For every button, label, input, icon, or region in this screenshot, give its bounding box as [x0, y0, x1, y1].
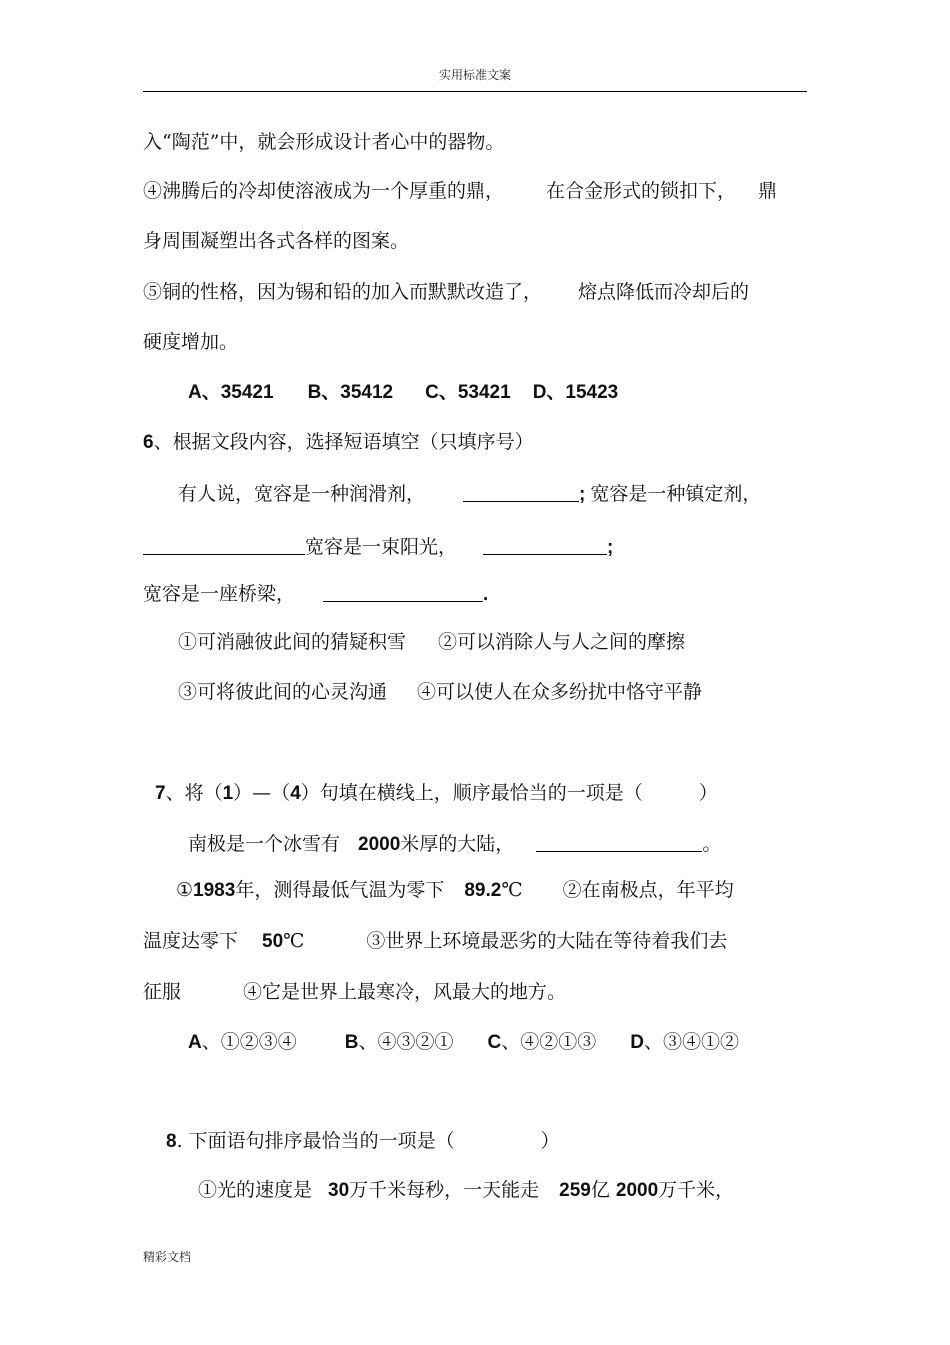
q7-sentence-b: 米厚的大陆， [400, 833, 515, 855]
q7-item1-unit: ℃ [501, 879, 523, 901]
q5-item5-a: ⑤铜的性格，因为锡和铅的加入而默默改造了， [143, 281, 543, 303]
q8-l1-n3: 2000 [615, 1180, 659, 1201]
q6-line1 [178, 483, 761, 504]
q7-item3-cont: 征服 [143, 981, 182, 1003]
q7-t3: ）句填在横线上，顺序最恰当的一项是（ [300, 782, 643, 804]
q6-line2 [143, 536, 613, 557]
q7-option-c-letter: C [487, 1032, 502, 1053]
q7-item4: ④它是世界上最寒冷，风最大的地方。 [243, 981, 567, 1003]
q7-item2-cont: 温度达零下 [143, 930, 239, 952]
header-rule [143, 91, 807, 92]
q8-l1-a: ①光的速度是 [198, 1179, 313, 1201]
q8-l1-n1: 30 [328, 1180, 350, 1201]
q6-option-3: ③可将彼此间的心灵沟通 [178, 681, 388, 703]
q6-option-4: ④可以使人在众多纷扰中恪守平静 [417, 681, 703, 703]
q7-option-d-letter: D [630, 1032, 644, 1053]
q7-t1: 、将（ [165, 782, 223, 804]
q6-title-text: 、根据文段内容，选择短语填空（只填序号） [153, 431, 534, 453]
q7-option-d: 、③④①② [643, 1031, 739, 1053]
q5-item4-b: 在合金形式的锁扣下， [546, 180, 737, 202]
q7-option-c: 、④②①③ [501, 1031, 597, 1053]
q5-option-d: D、15423 [532, 382, 619, 403]
q7-item1-year: 1983 [193, 880, 236, 901]
q7-sentence [188, 833, 721, 854]
q7-t4: ） [698, 782, 718, 804]
q7-sentence-num: 2000 [358, 834, 401, 855]
q7-sentence-end: 。 [702, 833, 722, 855]
q6-option-1: ①可消融彼此间的猜疑积雪 [178, 631, 407, 653]
q8-l1-b: 万千米每秒，一天能走 [349, 1179, 540, 1201]
q7-sentence-a: 南极是一个冰雪有 [188, 833, 341, 855]
q7-option-a: 、①②③④ [201, 1031, 297, 1053]
q7-number: 7 [155, 783, 166, 804]
q8-close: ） [540, 1130, 560, 1152]
q8-title [166, 1132, 560, 1151]
q5-item4-a: ④沸腾后的冷却使溶液成为一个厚重的鼎， [143, 180, 505, 202]
q7-options [188, 1033, 739, 1052]
q8-title-text: . 下面语句排序最恰当的一项是（ [176, 1130, 455, 1152]
q6-blank-2[interactable] [143, 536, 305, 555]
q7-items-line1 [176, 881, 734, 900]
q6-blank-1[interactable] [463, 483, 579, 502]
q8-l1-n2: 259 [559, 1180, 591, 1201]
q7-item2: ②在南极点，年平均 [562, 879, 734, 901]
q7-item2-unit: ℃ [283, 930, 305, 952]
q7-t2: ）—（ [233, 782, 291, 804]
q5-item5-line [143, 283, 749, 302]
q7-items-line2 [143, 932, 727, 951]
q5-options [188, 383, 618, 402]
q7-n1: 1 [222, 783, 234, 804]
q6-options-row1 [178, 633, 685, 652]
q7-item3: ③世界上环境最恶劣的大陆在等待着我们去 [366, 930, 728, 952]
q8-l1-c: 亿 [590, 1179, 610, 1201]
q7-blank[interactable] [536, 833, 702, 852]
q6-semicolon-2: ; [607, 537, 614, 558]
q5-option-b: B、35412 [307, 382, 394, 403]
q6-blank-4[interactable] [323, 583, 483, 602]
q7-item2-temp: 50 [262, 931, 284, 952]
q7-item1-mark: ① [176, 879, 194, 901]
q7-title [155, 784, 718, 803]
q5-item5-cont: 硬度增加。 [143, 331, 239, 353]
q5-item4-c: 鼎 [758, 180, 778, 202]
q6-s1: 有人说，宽容是一种润滑剂， [178, 483, 426, 505]
q6-blank-3[interactable] [483, 536, 607, 555]
page-header: 实用标准文案 [438, 68, 511, 82]
q5-line1: 入“陶范”中，就会形成设计者心中的器物。 [143, 131, 505, 153]
q5-item4-cont: 身周围凝塑出各式各样的图案。 [143, 230, 410, 252]
q5-item5-b: 熔点降低而冷却后的 [578, 281, 750, 303]
q7-items-line3 [143, 983, 566, 1002]
q6-options-row2 [178, 683, 702, 702]
page-footer: 精彩文档 [143, 1250, 192, 1264]
q7-option-b: 、④③②① [358, 1031, 454, 1053]
q6-semicolon-1: ; [579, 484, 586, 505]
q6-s4: 宽容是一座桥梁， [143, 583, 296, 605]
q5-option-c: C、53421 [425, 382, 511, 403]
q6-line3 [143, 583, 488, 604]
q7-option-a-letter: A [188, 1032, 202, 1053]
q6-s3: 宽容是一束阳光， [305, 536, 458, 558]
q8-l1-d: 万千米， [658, 1179, 735, 1201]
q7-item1-temp: 89.2 [464, 880, 502, 901]
q8-number: 8 [166, 1131, 177, 1152]
q6-title [143, 433, 534, 452]
q8-line1 [198, 1181, 734, 1200]
q6-s2: 宽容是一种镇定剂， [590, 483, 762, 505]
q6-option-2: ②可以消除人与人之间的摩擦 [438, 631, 686, 653]
q7-n2: 4 [290, 783, 301, 804]
q7-option-b-letter: B [344, 1032, 359, 1053]
q5-option-a: A、35421 [188, 382, 274, 403]
q7-item1-text: 年，测得最低气温为零下 [235, 879, 445, 901]
q5-item4-line [143, 182, 777, 201]
q6-period: . [483, 584, 489, 605]
q6-number: 6 [143, 432, 154, 453]
